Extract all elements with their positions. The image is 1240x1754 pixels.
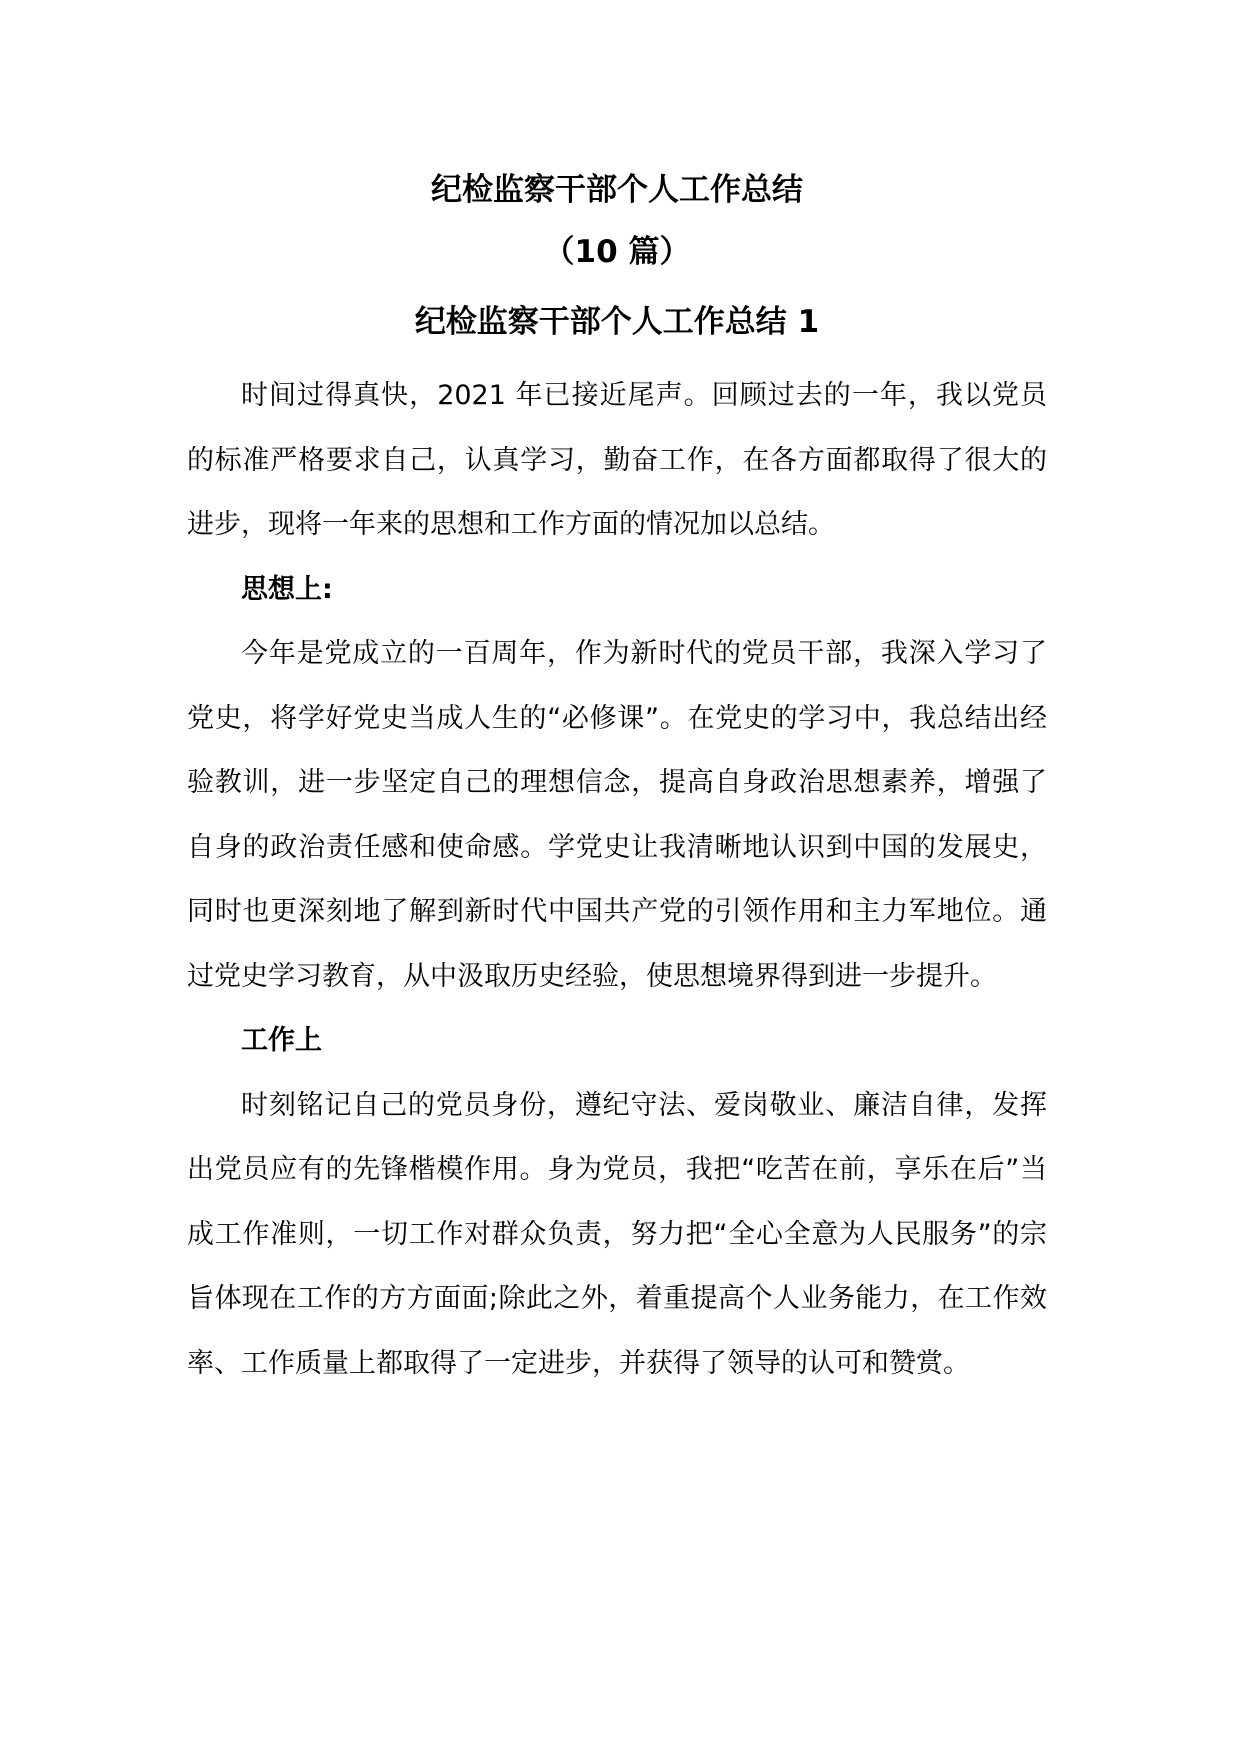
document-title-count: （10 篇） (543, 234, 691, 270)
document-body (187, 170, 1047, 1396)
thought-paragraph: 今年是党成立的一百周年，作为新时代的党员干部，我深入学习了党史，将学好党史当成人生的“必修课”。在党史的学习中，我总结出经验教训，进一步坚定自己的理想信念，提高自身政治思想素养，增强了自身的政治责任感和使命感。学党史让我清晰地认识到中国的发展史，同时也更深刻地了解到新时代中国共产党的引领作用和主力军地位。通过党史学习教育，从中汲取历史经验，使思想境界得到进一步提升。 (187, 638, 1047, 992)
heading-work: 工作上 (241, 1025, 322, 1056)
section-title: 纪检监察干部个人工作总结 1 (414, 304, 820, 340)
heading-thought: 思想上: (241, 573, 333, 605)
work-paragraph: 时刻铭记自己的党员身份，遵纪守法、爱岗敬业、廉洁自律，发挥出党员应有的先锋楷模作用。身为党员，我把“吃苦在前，享乐在后”当成工作准则，一切工作对群众负责，努力把“全心全意为人民服务”的宗旨体现在工作的方方面面;除此之外，着重提高个人业务能力，在工作效率、工作质量上都取得了一定进步，并获得了领导的认可和赞赏。 (187, 1089, 1047, 1379)
document-title: 纪检监察干部个人工作总结 (431, 172, 803, 208)
intro-paragraph: 时间过得真快，2021 年已接近尾声。回顾过去的一年，我以党员的标准严格要求自己，认真学习，勤奋工作，在各方面都取得了很大的进步，现将一年来的思想和工作方面的情况加以总结。 (187, 380, 1047, 540)
